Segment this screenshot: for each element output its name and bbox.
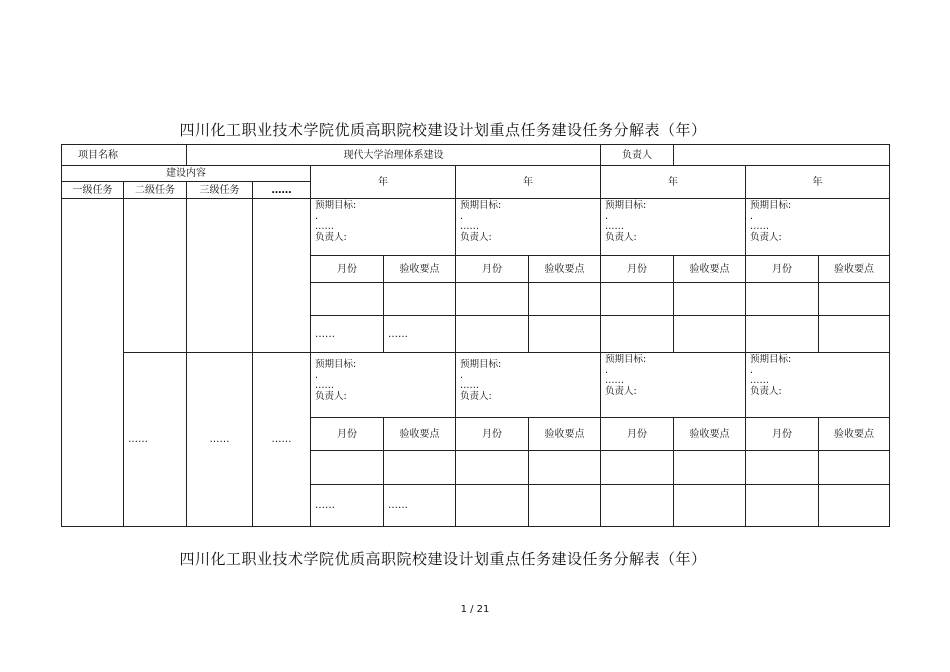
table-cell xyxy=(529,485,601,527)
table-cell xyxy=(529,451,601,485)
level2-cell xyxy=(124,199,187,353)
table-cell xyxy=(674,451,746,485)
project-name-value: 现代大学治理体系建设 xyxy=(187,145,601,166)
table-cell xyxy=(529,283,601,316)
table-cell xyxy=(529,316,601,353)
level2-header: 二级任务 xyxy=(124,182,187,199)
goal-cell: 预期目标: . …… 负责人: xyxy=(456,199,601,256)
check-header: 验收要点 xyxy=(819,256,890,283)
document-title-bottom: 四川化工职业技术学院优质高职院校建设计划重点任务建设任务分解表（年） xyxy=(179,550,707,568)
month-header: 月份 xyxy=(601,256,674,283)
table-cell xyxy=(674,485,746,527)
document-title-top: 四川化工职业技术学院优质高职院校建设计划重点任务建设任务分解表（年） xyxy=(179,121,707,139)
level1-header: 一级任务 xyxy=(62,182,124,199)
task-breakdown-table xyxy=(61,144,890,527)
table-cell xyxy=(456,316,529,353)
content-label: 建设内容 xyxy=(62,166,311,182)
goal-cell: 预期目标: . …… 负责人: xyxy=(311,353,456,418)
year-header: 年 xyxy=(601,166,746,199)
table-cell xyxy=(746,451,819,485)
owner-value xyxy=(674,145,890,166)
level1-cell xyxy=(62,199,124,527)
ellipsis-cell: …… xyxy=(384,316,456,353)
ellipsis-cell: …… xyxy=(311,316,384,353)
goal-cell: 预期目标: . …… 负责人: xyxy=(456,353,601,418)
table-cell xyxy=(819,316,890,353)
more-cell: …… xyxy=(253,353,311,527)
year-header: 年 xyxy=(746,166,890,199)
check-header: 验收要点 xyxy=(819,418,890,451)
goal-cell: 预期目标: . …… 负责人: xyxy=(311,199,456,256)
year-header: 年 xyxy=(456,166,601,199)
table-cell xyxy=(819,485,890,527)
table-cell xyxy=(746,485,819,527)
check-header: 验收要点 xyxy=(384,418,456,451)
table-cell xyxy=(746,283,819,316)
goal-cell: 预期目标: . …… 负责人: xyxy=(601,199,746,256)
ellipsis-cell: …… xyxy=(384,485,456,527)
table-cell xyxy=(746,316,819,353)
table-cell xyxy=(311,283,384,316)
check-header: 验收要点 xyxy=(529,418,601,451)
month-header: 月份 xyxy=(746,256,819,283)
month-header: 月份 xyxy=(456,418,529,451)
level3-cell: …… xyxy=(187,353,253,527)
table-cell xyxy=(601,283,674,316)
month-header: 月份 xyxy=(601,418,674,451)
more-header: …… xyxy=(253,182,311,199)
goal-cell: 预期目标: . …… 负责人: xyxy=(601,353,746,418)
month-header: 月份 xyxy=(311,256,384,283)
month-header: 月份 xyxy=(746,418,819,451)
level2-cell: …… xyxy=(124,353,187,527)
check-header: 验收要点 xyxy=(674,256,746,283)
table-cell xyxy=(384,451,456,485)
check-header: 验收要点 xyxy=(674,418,746,451)
table-cell xyxy=(601,485,674,527)
table-cell xyxy=(674,316,746,353)
ellipsis-cell: …… xyxy=(311,485,384,527)
check-header: 验收要点 xyxy=(529,256,601,283)
table-cell xyxy=(819,283,890,316)
more-cell xyxy=(253,199,311,353)
goal-cell: 预期目标: . …… 负责人: xyxy=(746,353,890,418)
table-cell xyxy=(674,283,746,316)
table-cell xyxy=(456,485,529,527)
table-cell xyxy=(311,451,384,485)
check-header: 验收要点 xyxy=(384,256,456,283)
table-cell xyxy=(601,316,674,353)
owner-label: 负责人 xyxy=(601,145,674,166)
month-header: 月份 xyxy=(456,256,529,283)
table-cell xyxy=(456,451,529,485)
goal-cell: 预期目标: . …… 负责人: xyxy=(746,199,890,256)
page-number: 1 / 21 xyxy=(460,604,490,615)
project-name-label: 项目名称 xyxy=(62,145,187,166)
table-cell xyxy=(601,451,674,485)
level3-cell xyxy=(187,199,253,353)
level3-header: 三级任务 xyxy=(187,182,253,199)
month-header: 月份 xyxy=(311,418,384,451)
table-cell xyxy=(384,283,456,316)
table-cell xyxy=(456,283,529,316)
year-header: 年 xyxy=(311,166,456,199)
table-cell xyxy=(819,451,890,485)
